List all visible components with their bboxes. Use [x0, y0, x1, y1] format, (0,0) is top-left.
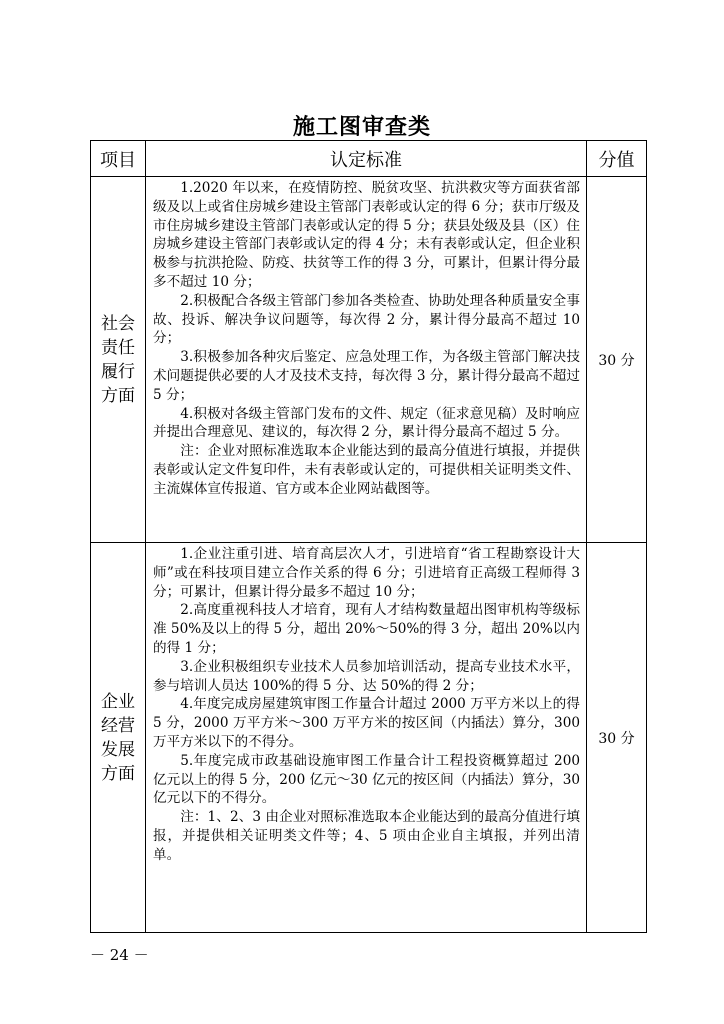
criteria-item: 4.积极对各级主管部门发布的文件、规定（征求意见稿）及时响应并提出合理意见、建议的，每次得 2 分，累计得分最高不超过 5 分。: [153, 405, 580, 441]
category-text: 企业: [101, 691, 135, 712]
criteria-note: 注：企业对照标准选取本企业能达到的最高分值进行填报，并提供表彰或认定文件复印件，未有表彰或认定的，可提供相关证明类文件、主流媒体宣传报道、官方或本企业网站截图等。: [153, 443, 580, 497]
criteria-cell: [146, 177, 587, 543]
category-text: 社会: [101, 313, 135, 334]
table-header-row: [91, 141, 647, 177]
page-title: 施工图审查类: [292, 114, 431, 140]
page-number: － 24 －: [90, 946, 149, 964]
category-text: 履行: [101, 361, 135, 382]
criteria-item: 1.2020 年以来，在疫情防控、脱贫攻坚、抗洪救灾等方面获省部级及以上或省住房城乡建设主管部门表彰或认定的得 6 分；获市厅级及市住房城乡建设主管部门表彰或认定的得 5 分；获县处级及县（区）住房城乡建设主管部门表彰或认定的得 4 分；未有表彰或认定，但企业积极参与抗洪抢险、防疫、扶贫等工作的得 3 分，可累计，但累计得分最多不超过 10 分；: [153, 180, 580, 290]
header-score: 分值: [587, 141, 647, 177]
category-text: 发展: [101, 739, 135, 760]
score-cell: 30 分: [587, 177, 647, 543]
category-text: 经营: [101, 715, 135, 736]
criteria-table: [90, 140, 647, 933]
criteria-item: 3.企业积极组织专业技术人员参加培训活动，提高专业技术水平，参与培训人员达 100%的得 5 分、达 50%的得 2 分；: [153, 658, 580, 694]
category-text: 责任: [101, 337, 135, 358]
header-criteria: 认定标准: [146, 141, 587, 177]
criteria-item: 5.年度完成市政基础设施审图工作量合计工程投资概算超过 200 亿元以上的得 5 分，200 亿元～30 亿元的按区间（内插法）算分，30 亿元以下的不得分。: [153, 752, 580, 807]
table-row: [91, 177, 647, 543]
category-text: 方面: [101, 763, 135, 784]
category-text: 方面: [101, 385, 135, 406]
criteria-item: 2.高度重视科技人才培育，现有人才结构数量超出图审机构等级标准 50%及以上的得 5 分，超出 20%～50%的得 3 分，超出 20%以内的得 1 分；: [153, 602, 580, 656]
criteria-item: 3.积极参加各种灾后鉴定、应急处理工作，为各级主管部门解决技术问题提供必要的人才及技术支持，每次得 3 分，累计得分最高不超过 5 分；: [153, 349, 580, 403]
category-cell: [91, 543, 146, 933]
criteria-item: 4.年度完成房屋建筑审图工作量合计超过 2000 万平方米以上的得 5 分，2000 万平方米～300 万平方米的按区间（内插法）算分，300 万平方米以下的不得分。: [153, 696, 580, 750]
criteria-item: 2.积极配合各级主管部门参加各类检查、协助处理各种质量安全事故、投诉、解决争议问题等，每次得 2 分，累计得分最高不超过 10 分；: [153, 292, 580, 347]
criteria-item: 1.企业注重引进、培育高层次人才，引进培育“省工程勘察设计大师”或在科技项目建立合作关系的得 6 分；引进培育正高级工程师得 3 分；可累计，但累计得分最多不超过 10 分；: [153, 546, 580, 600]
table-row: [91, 543, 647, 933]
criteria-cell: [146, 543, 587, 933]
score-cell: 30 分: [587, 543, 647, 933]
category-cell: [91, 177, 146, 543]
header-project: 项目: [91, 141, 146, 177]
criteria-note: 注：1、2、3 由企业对照标准选取本企业能达到的最高分值进行填报，并提供相关证明类文件等；4、5 项由企业自主填报，并列出清单。: [153, 809, 580, 863]
